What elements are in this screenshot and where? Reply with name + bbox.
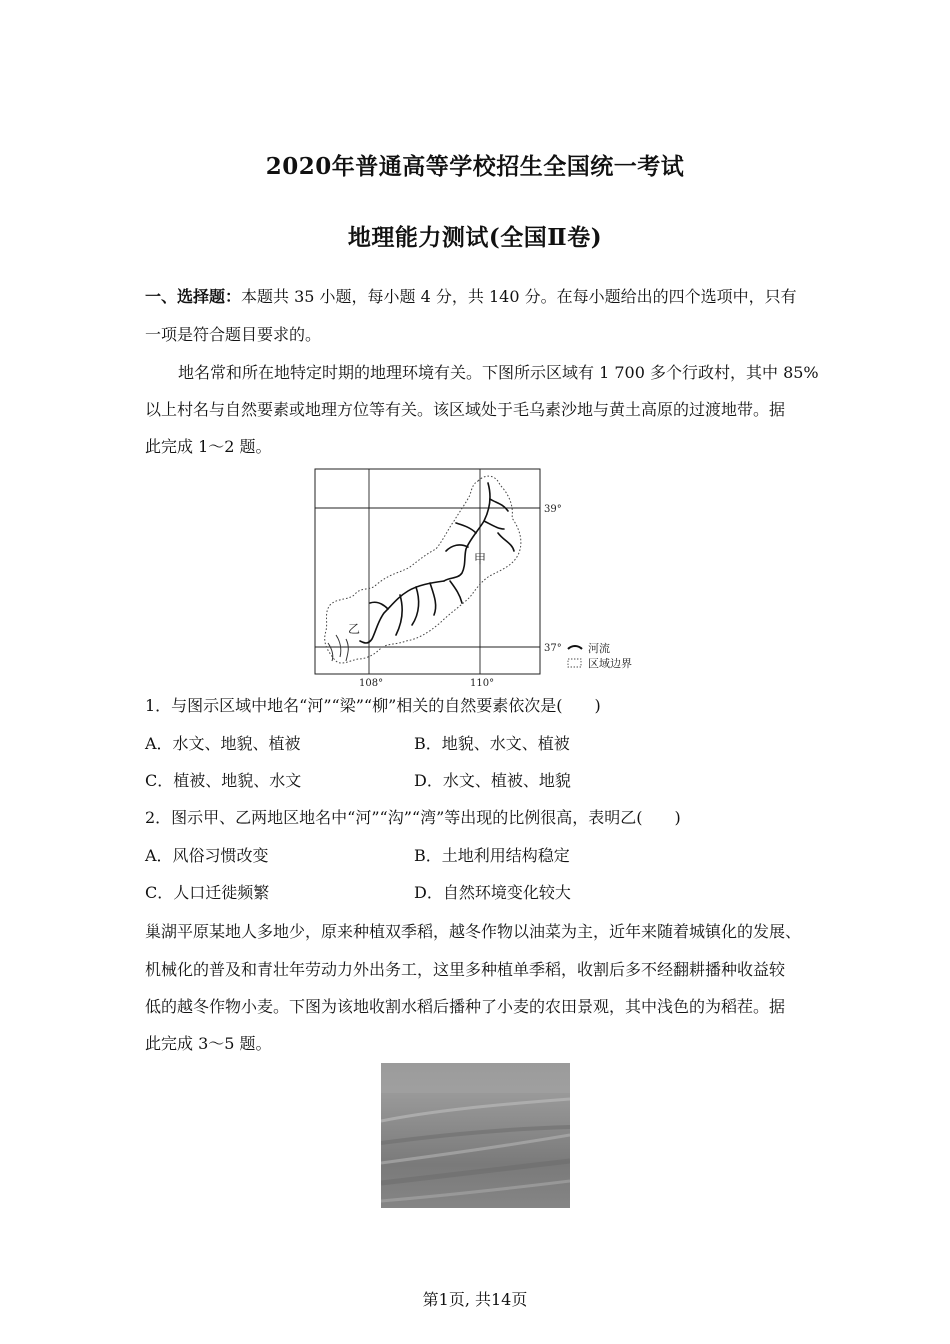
river-trib-1 [484, 521, 504, 529]
river-main-north [444, 483, 490, 581]
river-trib-3 [456, 523, 476, 533]
passage1-line2: 以上村名与自然要素或地理方位等有关。该区域处于毛乌素沙地与黄土高原的过渡地带。据 [145, 400, 786, 419]
stubble-row-3 [381, 1181, 570, 1201]
river-trib-7 [412, 587, 419, 625]
passage2-line3: 低的越冬作物小麦。下图为该地收割水稻后播种了小麦的农田景观，其中浅色的为稻茬。据 [145, 997, 786, 1016]
label-yi: 乙 [348, 622, 361, 636]
q1-option-d: D．水文、植被、地貌 [414, 771, 571, 790]
river-trib-6 [430, 583, 436, 615]
rivers [360, 483, 514, 643]
map-frame [315, 469, 540, 674]
section-intro [145, 287, 810, 307]
river-trib-9 [450, 581, 462, 603]
q2-option-c: C．人口迁徙频繁 [145, 883, 270, 902]
river-trib-10 [370, 602, 388, 609]
lon-110-label: 110° [470, 678, 495, 688]
passage1-line3: 此完成 1～2 题。 [145, 437, 272, 456]
question-2-stem: 2．图示甲、乙两地区地名中“河”“沟”“湾”等出现的比例很高，表明乙( ) [145, 808, 681, 827]
farmland-texture [381, 1063, 570, 1208]
question-1-stem: 1．与图示区域中地名“河”“梁”“柳”相关的自然要素依次是( ) [145, 696, 601, 715]
passage2-line4: 此完成 3～5 题。 [145, 1034, 272, 1053]
rivers-yi [328, 635, 348, 661]
passage2-line2: 机械化的普及和青壮年劳动力外出务工，这里多种植单季稻，收割后多不经翻耕播种收益较 [145, 960, 786, 979]
q1-option-a: A．水文、地貌、植被 [145, 734, 301, 753]
exam-subtitle: 地理能力测试(全国Ⅱ卷) [347, 224, 603, 251]
furrow-2 [381, 1161, 570, 1183]
passage2-line1: 巢湖平原某地人多地少，原来种植双季稻，越冬作物以油菜为主，近年来随着城镇化的发展、 [145, 922, 802, 941]
section-heading: 一、选择题： [145, 287, 242, 306]
river-yi-3 [328, 643, 333, 661]
legend-boundary-icon [568, 659, 581, 667]
label-jia: 甲 [474, 552, 487, 566]
river-trib-2 [490, 499, 508, 511]
page-footer: 第1页, 共14页 [422, 1290, 528, 1309]
lon-108-label: 108° [359, 678, 384, 688]
region-map [300, 463, 652, 688]
q2-option-b: B．土地利用结构稳定 [414, 846, 570, 865]
q1-option-b: B．地貌、水文、植被 [414, 734, 570, 753]
section-intro-text: 本题共 35 小题，每小题 4 分，共 140 分。在每小题给出的四个选项中，只有 [241, 287, 797, 306]
river-yi-1 [336, 635, 341, 657]
q2-option-a: A．风俗习惯改变 [145, 846, 269, 865]
q2-option-d: D．自然环境变化较大 [414, 883, 571, 902]
legend-river-label: 河流 [588, 642, 610, 655]
section-intro-line2: 一项是符合题目要求的。 [145, 325, 322, 344]
river-trib-4 [446, 545, 468, 551]
exam-title: 2020年普通高等学校招生全国统一考试 [265, 153, 685, 180]
legend-boundary-label: 区域边界 [588, 657, 632, 670]
field-far [381, 1063, 570, 1093]
q1-option-c: C．植被、地貌、水文 [145, 771, 302, 790]
farmland-photo [381, 1063, 570, 1208]
river-trib-5 [498, 533, 514, 551]
passage1-line1: 地名常和所在地特定时期的地理环境有关。下图所示区域有 1 700 多个行政村，其中 85% [178, 363, 819, 382]
lat-37-label: 37° [544, 643, 562, 654]
stubble-row-1 [381, 1099, 570, 1121]
river-trib-8 [396, 595, 402, 635]
legend-river-icon [568, 646, 582, 649]
river-yi-2 [346, 639, 348, 661]
lat-39-label: 39° [544, 504, 562, 515]
